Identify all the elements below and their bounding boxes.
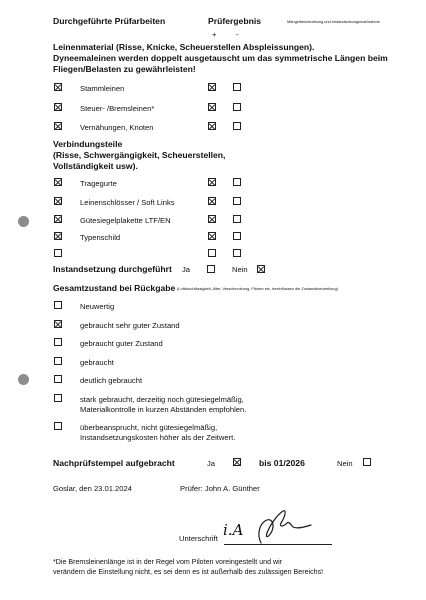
overall-option-label: gebraucht guter Zustand [80, 338, 163, 348]
repair-no-checkbox[interactable] [257, 265, 265, 273]
section-connectors-intro-3: Vollständigkeit usw). [53, 161, 138, 171]
section_connectors-item-label: Gütesiegelplakette LTF/EN [80, 215, 171, 225]
stamp-label: Nachprüfstempel aufgebracht [53, 458, 175, 468]
section-lines-intro-1: Leinenmaterial (Risse, Knicke, Scheuerstellen Abspleissungen). [53, 42, 315, 52]
repair-yes-checkbox[interactable] [207, 265, 215, 273]
footnote-line-2: verändern die Einstellung nicht, es sei denn es ist außerhalb des zulässigen Bereichs! [53, 568, 324, 576]
header-minus: - [236, 30, 239, 39]
overall-option-label: deutlich gebraucht [80, 375, 143, 385]
overall-option-label: überbeansprucht, nicht gütesiegelmäßig, [80, 422, 218, 432]
section_connectors-result-minus-checkbox[interactable] [233, 232, 241, 240]
section_lines-item-checkbox[interactable] [54, 122, 62, 130]
repair-yes-label: Ja [182, 265, 191, 274]
stamp-yes-checkbox[interactable] [233, 458, 241, 466]
section_lines-result-minus-checkbox[interactable] [233, 122, 241, 130]
repair-no-label: Nein [232, 265, 248, 274]
section_lines-item-checkbox[interactable] [54, 103, 62, 111]
overall-option-label: gebraucht [80, 357, 114, 367]
place-date: Goslar, den 23.01.2024 [53, 484, 132, 493]
repair-label: Instandsetzung durchgeführt [53, 264, 172, 274]
section_connectors-item-label: Tragegurte [80, 178, 117, 188]
punch-hole-bottom [18, 374, 29, 385]
overall-option-checkbox[interactable] [54, 320, 62, 328]
section_lines-result-plus-checkbox[interactable] [208, 83, 216, 91]
stamp-no-label: Nein [337, 459, 353, 468]
section_connectors-result-minus-checkbox[interactable] [233, 249, 241, 257]
overall-option-label: Materialkontrolle in kurzen Abständen empfohlen. [80, 405, 247, 414]
section_lines-result-plus-checkbox[interactable] [208, 103, 216, 111]
section_connectors-result-minus-checkbox[interactable] [233, 215, 241, 223]
overall-title: Gesamtzustand bei Rückgabe [53, 283, 176, 293]
overall-note: (Luftdurchlässigkeit, Alter, Verschmutzung, Flicken etc. beeinflussen die Zustandsbeurteilung) [177, 286, 338, 291]
overall-option-checkbox[interactable] [54, 338, 62, 346]
signature-prefix: i.A [223, 521, 244, 539]
section_connectors-result-plus-checkbox[interactable] [208, 215, 216, 223]
stamp-until: bis 01/2026 [259, 458, 305, 468]
header-notes-label: Mängelbeschreibung und Instandsetzungsmaßnahme [287, 19, 380, 24]
section_connectors-result-plus-checkbox[interactable] [208, 232, 216, 240]
overall-option-checkbox[interactable] [54, 375, 62, 383]
section_connectors-result-plus-checkbox[interactable] [208, 197, 216, 205]
stamp-yes-label: Ja [207, 459, 216, 468]
section_connectors-item-label: Typenschild [80, 232, 121, 242]
stamp-no-checkbox[interactable] [363, 458, 371, 466]
overall-option-label: gebraucht sehr guter Zustand [80, 320, 180, 330]
section_connectors-item-checkbox[interactable] [54, 215, 62, 223]
section_connectors-result-minus-checkbox[interactable] [233, 178, 241, 186]
signature-label: Unterschrift [179, 534, 218, 543]
punch-hole-top [18, 216, 29, 227]
section_connectors-item-label: Leinenschlösser / Soft Links [80, 197, 175, 207]
section-lines-intro-3: Fliegen/Belasten zu gewährleisten! [53, 64, 196, 74]
overall-option-checkbox[interactable] [54, 301, 62, 309]
footnote-line-1: *Die Bremsleinenlänge ist in der Regel vom Piloten voreingestellt und wir [53, 558, 283, 566]
section_connectors-item-checkbox[interactable] [54, 249, 62, 257]
header-work-label: Durchgeführte Prüfarbeiten [53, 16, 166, 26]
section_lines-item-label: Stammleinen [80, 83, 125, 93]
section_connectors-item-checkbox[interactable] [54, 197, 62, 205]
header-result-label: Prüfergebnis [208, 16, 262, 26]
section_lines-result-minus-checkbox[interactable] [233, 83, 241, 91]
section_connectors-item-checkbox[interactable] [54, 232, 62, 240]
section_connectors-result-plus-checkbox[interactable] [208, 178, 216, 186]
header-plus: + [212, 30, 217, 39]
signature-line [224, 544, 332, 545]
section_connectors-result-plus-checkbox[interactable] [208, 249, 216, 257]
overall-option-checkbox[interactable] [54, 357, 62, 365]
inspector-name: Prüfer: John A. Günther [180, 484, 260, 493]
overall-option-label: Neuwertig [80, 301, 115, 311]
overall-option-label: stark gebraucht, derzeitig noch gütesiegelmäßig, [80, 394, 244, 404]
section-connectors-intro-2: (Risse, Schwergängigkeit, Scheuerstellen, [53, 150, 226, 160]
section-lines-intro-2: Dyneemaleinen werden doppelt ausgetauscht um das symmetrische Längen beim [53, 53, 388, 63]
section_lines-item-label: Steuer- /Bremsleinen* [80, 103, 155, 113]
overall-option-checkbox[interactable] [54, 394, 62, 402]
section_lines-result-minus-checkbox[interactable] [233, 103, 241, 111]
handwritten-signature [245, 505, 325, 547]
section_lines-item-label: Vernähungen, Knoten [80, 122, 154, 132]
section_lines-result-plus-checkbox[interactable] [208, 122, 216, 130]
section_connectors-item-checkbox[interactable] [54, 178, 62, 186]
section_connectors-result-minus-checkbox[interactable] [233, 197, 241, 205]
section-connectors-intro-1: Verbindungsteile [53, 139, 123, 149]
overall-option-checkbox[interactable] [54, 422, 62, 430]
overall-option-label: Instandsetzungskosten höher als der Zeitwert. [80, 433, 236, 442]
section_lines-item-checkbox[interactable] [54, 83, 62, 91]
